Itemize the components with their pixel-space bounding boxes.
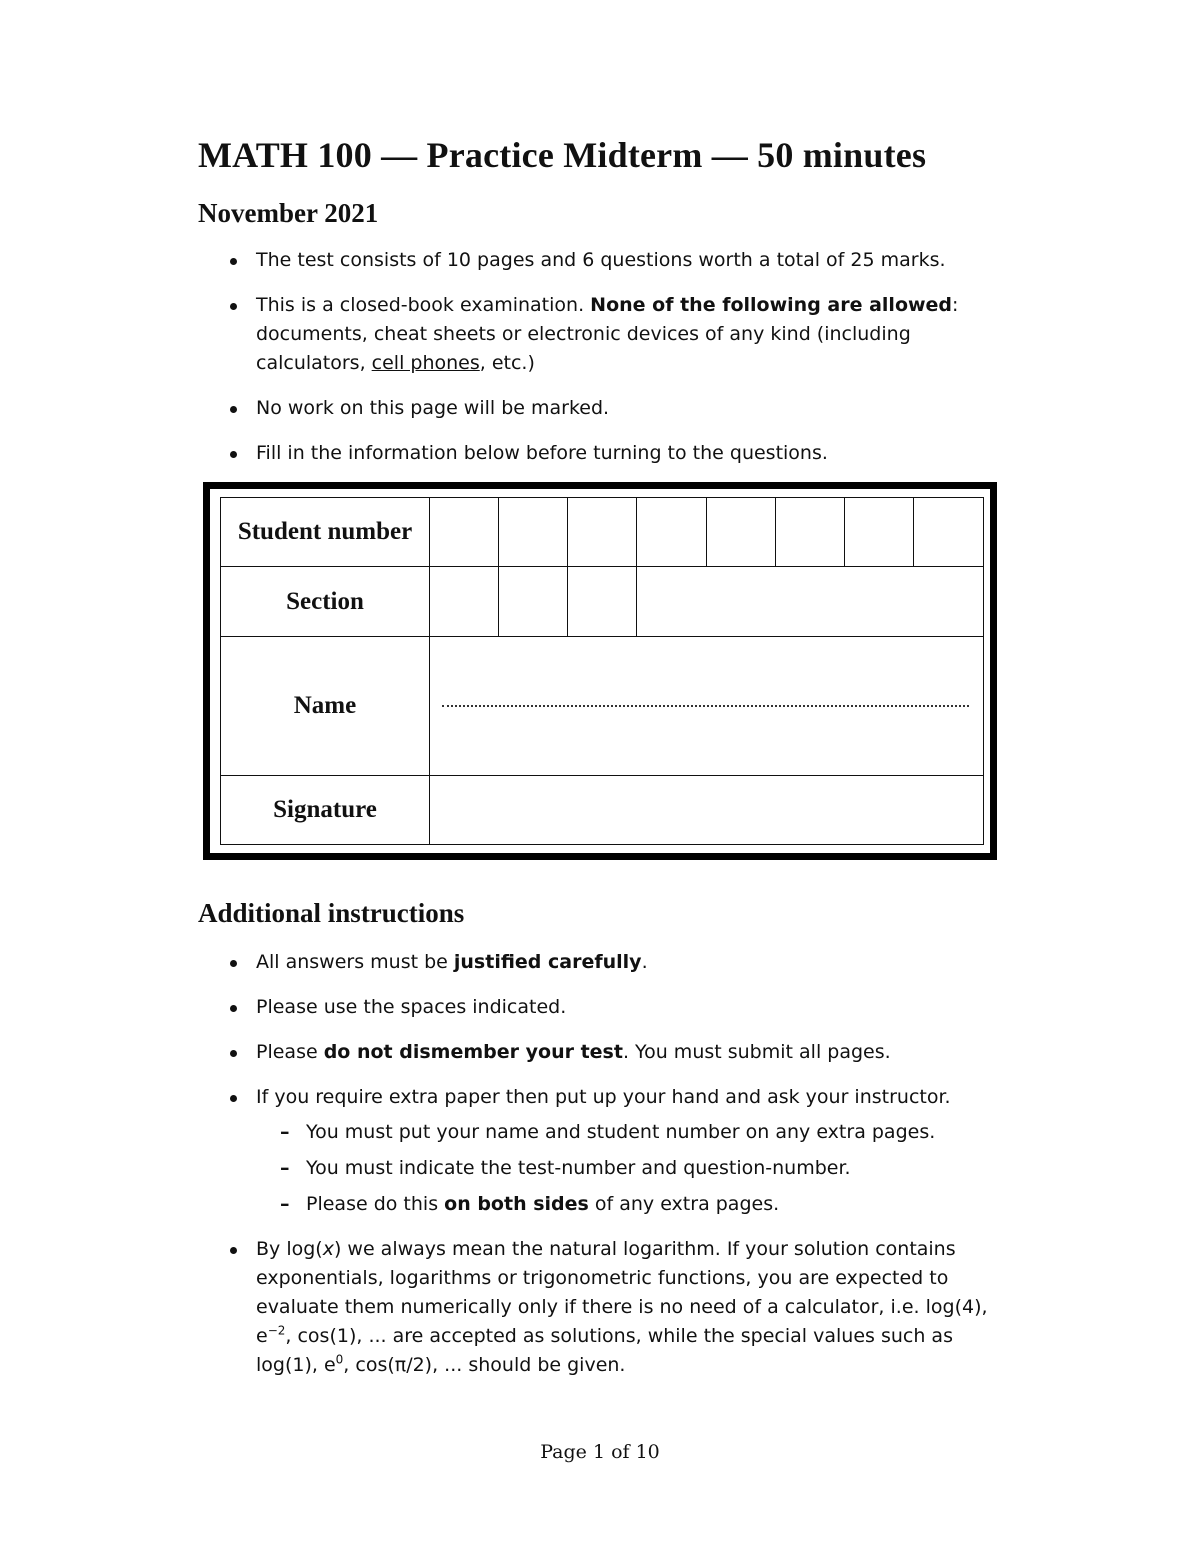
student-info-table <box>220 497 984 845</box>
signature-row <box>221 776 984 845</box>
section-digit-box[interactable] <box>568 567 637 637</box>
section-label: Section <box>221 567 430 637</box>
list-item: All answers must be justified carefully. <box>230 948 1005 977</box>
page-number: Page 1 of 10 <box>540 1441 660 1463</box>
list-item: Please use the spaces indicated. <box>230 993 1005 1022</box>
exam-date: November 2021 <box>198 198 379 228</box>
cell-phones-underlined: cell phones <box>371 352 480 374</box>
student-number-digit-box[interactable] <box>914 498 984 567</box>
student-number-digit-box[interactable] <box>430 498 499 567</box>
list-item: Fill in the information below before turning to the questions. <box>230 439 1005 468</box>
not-allowed-emphasis: None of the following are allowed <box>590 294 953 316</box>
extra-paper-sublist <box>256 1118 1005 1219</box>
section-digit-box[interactable] <box>499 567 568 637</box>
student-number-digit-box[interactable] <box>568 498 637 567</box>
exam-title: MATH 100 — Practice Midterm — 50 minutes <box>198 135 927 175</box>
student-number-digit-box[interactable] <box>637 498 707 567</box>
list-item: – Please do this on both sides of any extra pages. <box>280 1190 1005 1219</box>
student-number-row <box>221 498 984 567</box>
list-item: This is a closed-book examination. None of the following are allowed: documents, cheat sheets or electronic devices of any kind (including calculators, cell phones, etc.) <box>230 291 1005 378</box>
student-number-digit-box[interactable] <box>845 498 914 567</box>
name-dotted-line <box>442 705 969 707</box>
general-instructions-list <box>230 246 1005 484</box>
student-number-label: Student number <box>221 498 430 567</box>
student-number-digit-box[interactable] <box>707 498 776 567</box>
student-number-digit-box[interactable] <box>776 498 845 567</box>
list-item: No work on this page will be marked. <box>230 394 1005 423</box>
list-item: By log(x) we always mean the natural logarithm. If your solution contains exponentials, logarithms or trigonometric functions, you are expected to evaluate them numerically only if there is no need of a calculator, i.e. log(4), $e^{-2}$, cos(1), ... are accepted as solutions, while the special values such as log(1), $e^0$, cos(π/2), ... should be given. <box>230 1235 1005 1380</box>
signature-label: Signature <box>221 776 430 845</box>
student-info-box <box>203 482 997 860</box>
student-number-digit-box[interactable] <box>499 498 568 567</box>
signature-field[interactable] <box>430 776 984 845</box>
section-row <box>221 567 984 637</box>
list-item: – You must indicate the test-number and question-number. <box>280 1154 1005 1183</box>
section-digit-box[interactable] <box>430 567 499 637</box>
list-item: If you require extra paper then put up your hand and ask your instructor. – You must put your name and student number on any extra pages. – You must indicate the test-number and question-number. – Please do this on both sides of any extra pages. <box>230 1083 1005 1219</box>
name-row <box>221 637 984 776</box>
additional-instructions-heading: Additional instructions <box>198 898 465 928</box>
list-item: – You must put your name and student number on any extra pages. <box>280 1118 1005 1147</box>
additional-instructions-list <box>230 948 1005 1396</box>
section-blank-area <box>637 567 984 637</box>
list-item: The test consists of 10 pages and 6 questions worth a total of 25 marks. <box>230 246 1005 275</box>
name-label: Name <box>221 637 430 776</box>
list-item: Please do not dismember your test. You must submit all pages. <box>230 1038 1005 1067</box>
name-field[interactable] <box>430 637 984 776</box>
